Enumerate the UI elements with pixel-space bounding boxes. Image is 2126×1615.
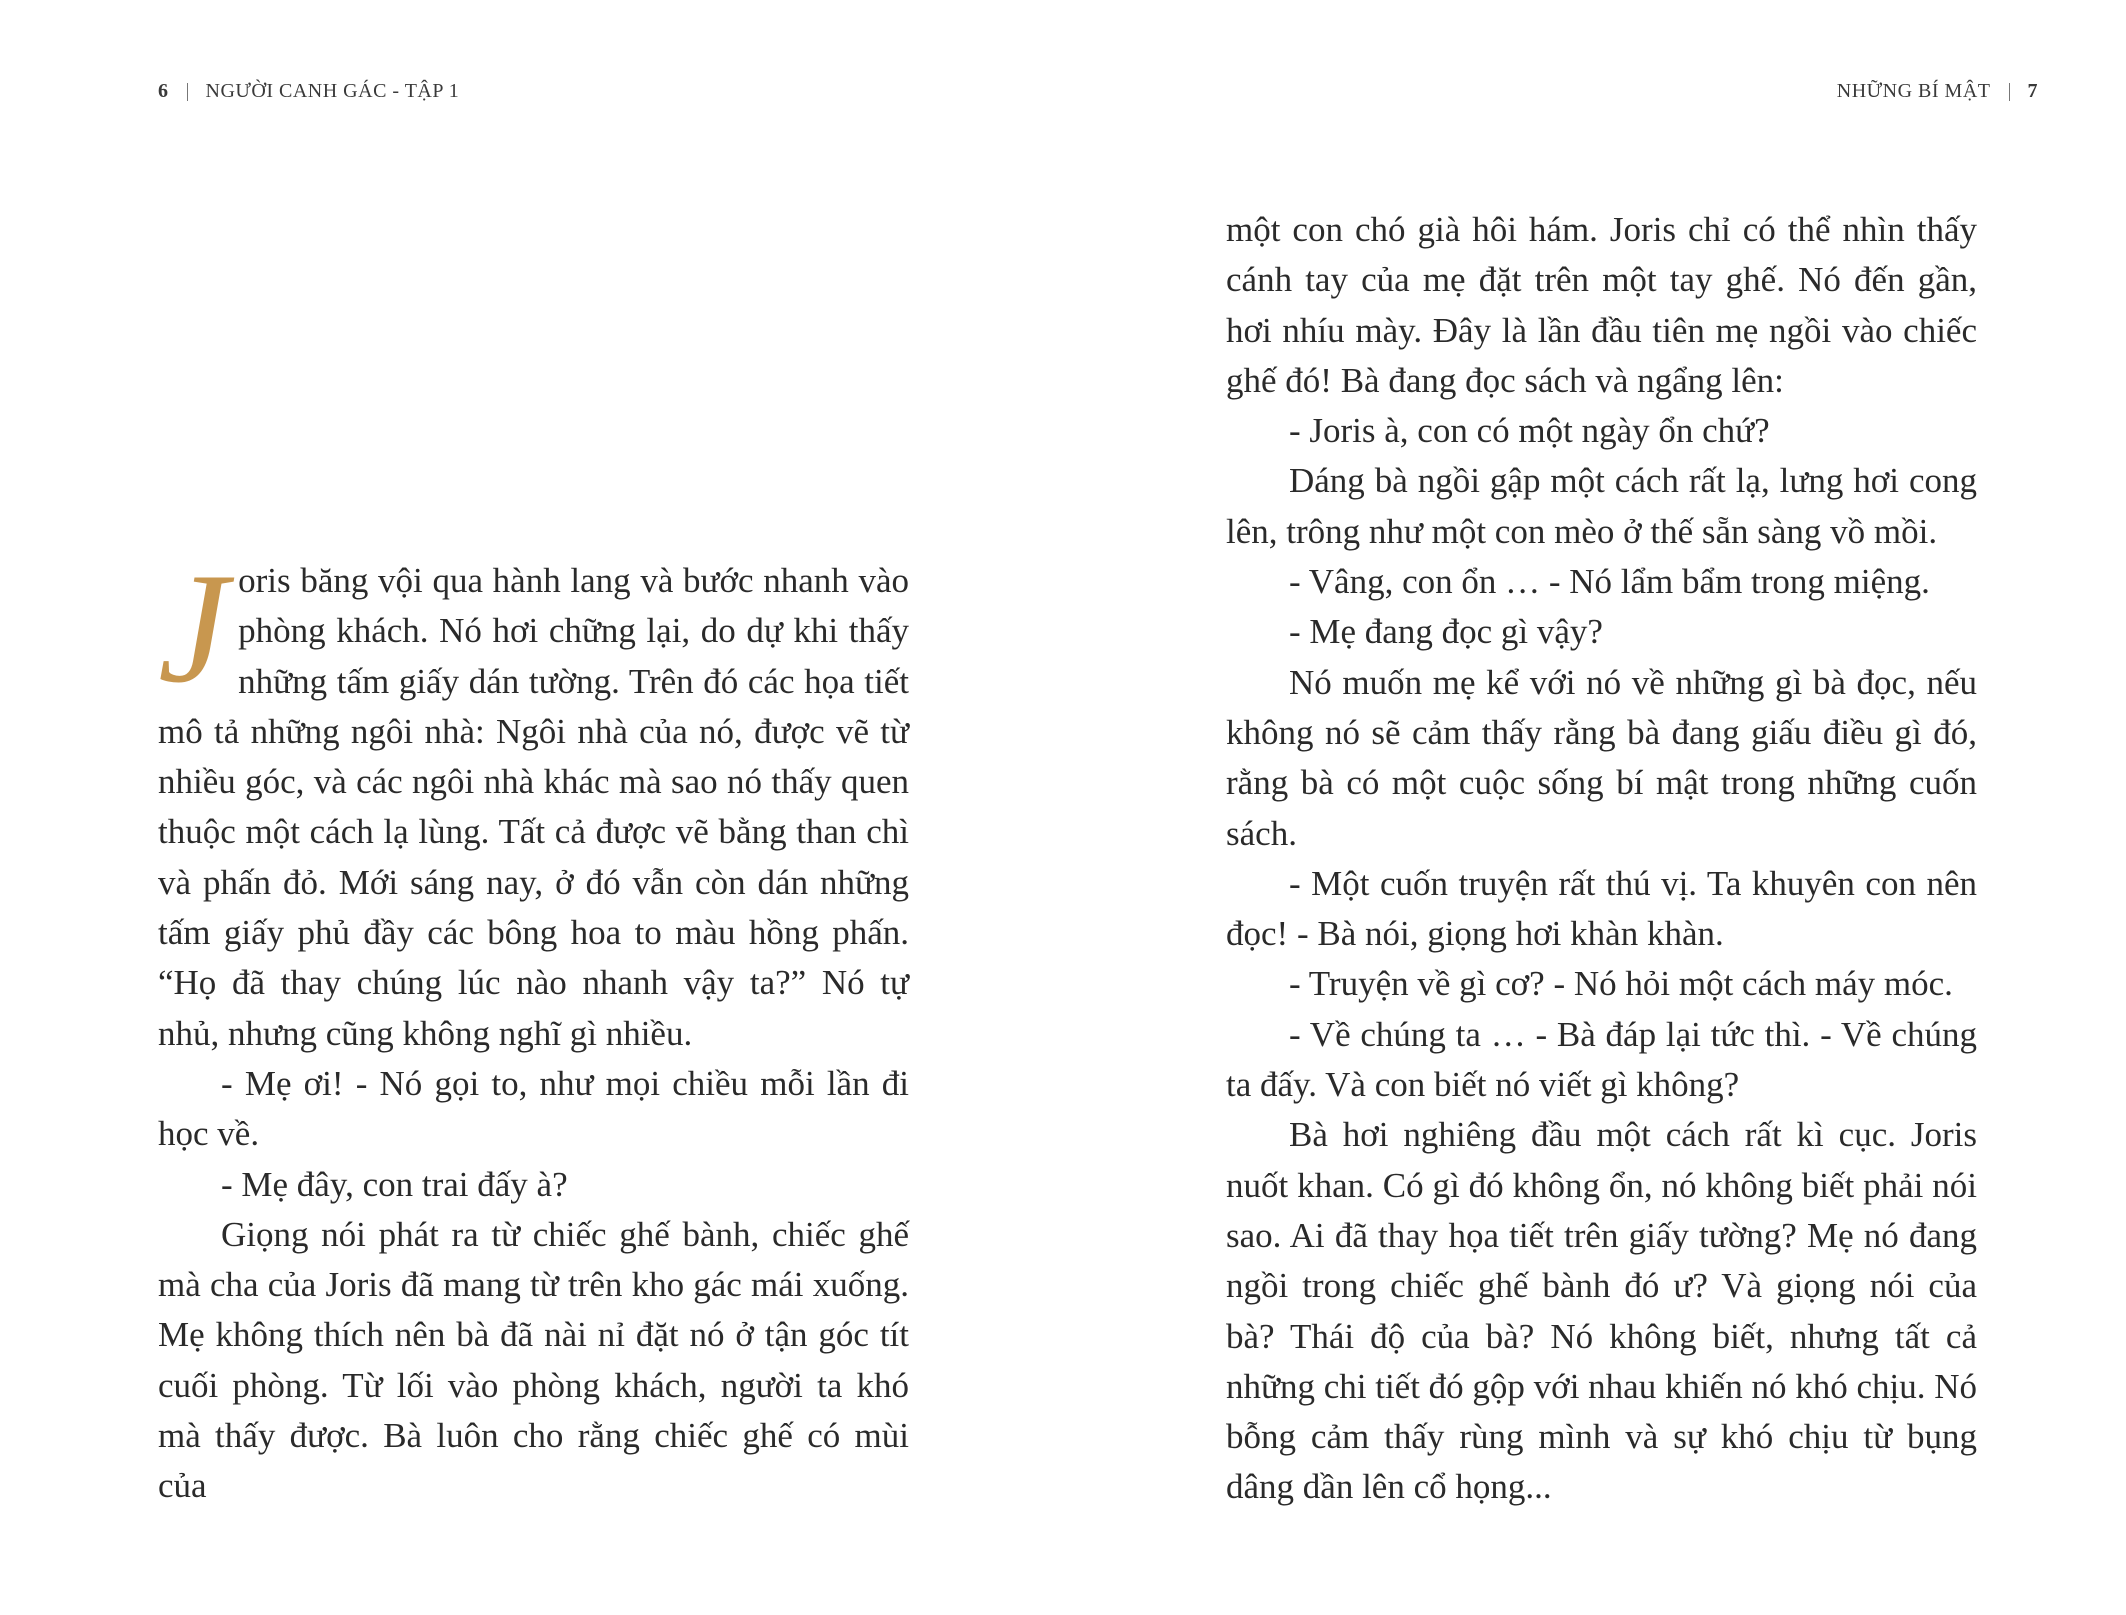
chapter-title: NHỮNG BÍ MẬT: [1836, 80, 1991, 102]
right-page-body: [1226, 205, 1977, 1513]
paragraph: Dáng bà ngồi gập một cách rất lạ, lưng hơi cong lên, trông như một con mèo ở thế sẵn sàng vồ mồi.: [1226, 461, 1977, 551]
paragraph: - Một cuốn truyện rất thú vị. Ta khuyên con nên đọc! - Bà nói, giọng hơi khàn khàn.: [1226, 863, 1977, 954]
running-head-divider: [187, 83, 188, 101]
paragraph: - Mẹ đang đọc gì vậy?: [1289, 612, 1603, 652]
opening-paragraph-text: oris băng vội qua hành lang và bước nhanh vào phòng khách. Nó hơi chững lại, do dự khi thấy những tấm giấy dán tường. Trên đó các họa tiết mô tả những ngôi nhà: Ngôi nhà của nó, được vẽ từ nhiều góc, và các ngôi nhà khác mà sao nó thấy quen thuộc một cách lạ lùng. Tất cả được vẽ bằng than chì và phấn đỏ. Mới sáng nay, ở đó vẫn còn dán những tấm giấy phủ đầy các bông hoa to màu hồng phấn. “Họ đã thay chúng lúc nào nhanh vậy ta?” Nó tự nhủ, nhưng cũng không nghĩ gì nhiều.: [158, 561, 909, 1053]
opening-paragraph: [158, 541, 909, 1059]
paragraph: - Joris à, con có một ngày ổn chứ?: [1289, 411, 1770, 451]
paragraph: - Mẹ đây, con trai đấy à?: [221, 1164, 568, 1204]
continued-paragraph: một con chó già hôi hám. Joris chỉ có thể nhìn thấy cánh tay của mẹ đặt trên một tay ghế. Nó đến gần, hơi nhíu mày. Đây là lần đầu tiên mẹ ngồi vào chiếc ghế đó! Bà đang đọc sách và ngẩng lên:: [1226, 210, 1977, 400]
left-running-head: [158, 80, 459, 103]
paragraph: Giọng nói phát ra từ chiếc ghế bành, chiếc ghế mà cha của Joris đã mang từ trên kho gác mái xuống. Mẹ không thích nên bà đã nài nỉ đặt nó ở tận góc tít cuối phòng. Từ lối vào phòng khách, người ta khó mà thấy được. Bà luôn cho rằng chiếc ghế có mùi của: [158, 1214, 909, 1506]
right-page: [1063, 0, 2126, 1615]
paragraph: Nó muốn mẹ kể với nó về những gì bà đọc, nếu không nó sẽ cảm thấy rằng bà đang giấu điều gì đó, rằng bà có một cuộc sống bí mật trong những cuốn sách.: [1226, 662, 1977, 853]
paragraph: Bà hơi nghiêng đầu một cách rất kì cục. Joris nuốt khan. Có gì đó không ổn, nó không biết phải nói sao. Ai đã thay họa tiết trên giấy tường? Mẹ nó đang ngồi trong chiếc ghế bành đó ư? Và giọng nói của bà? Thái độ của bà? Nó không biết, nhưng tất cả những chi tiết đó gộp với nhau khiến nó khó chịu. Nó bỗng cảm thấy rùng mình và sự khó chịu từ bụng dâng dần lên cổ họng...: [1226, 1115, 1977, 1507]
book-title: NGƯỜI CANH GÁC - TẬP 1: [205, 80, 460, 102]
running-head-divider: [2009, 83, 2010, 101]
left-page-number: 6: [158, 80, 169, 102]
right-page-number: 7: [2027, 80, 2038, 102]
left-page-body: [158, 541, 909, 1512]
drop-cap: J: [158, 541, 229, 716]
paragraph: - Về chúng ta … - Bà đáp lại tức thì. - Về chúng ta đấy. Và con biết nó viết gì không?: [1226, 1014, 1977, 1105]
paragraph: - Mẹ ơi! - Nó gọi to, như mọi chiều mỗi lần đi học về.: [158, 1063, 909, 1154]
right-running-head: [1837, 80, 2038, 103]
paragraph: - Truyện về gì cơ? - Nó hỏi một cách máy móc.: [1289, 964, 1953, 1004]
paragraph: - Vâng, con ổn … - Nó lẩm bẩm trong miệng.: [1289, 562, 1930, 602]
